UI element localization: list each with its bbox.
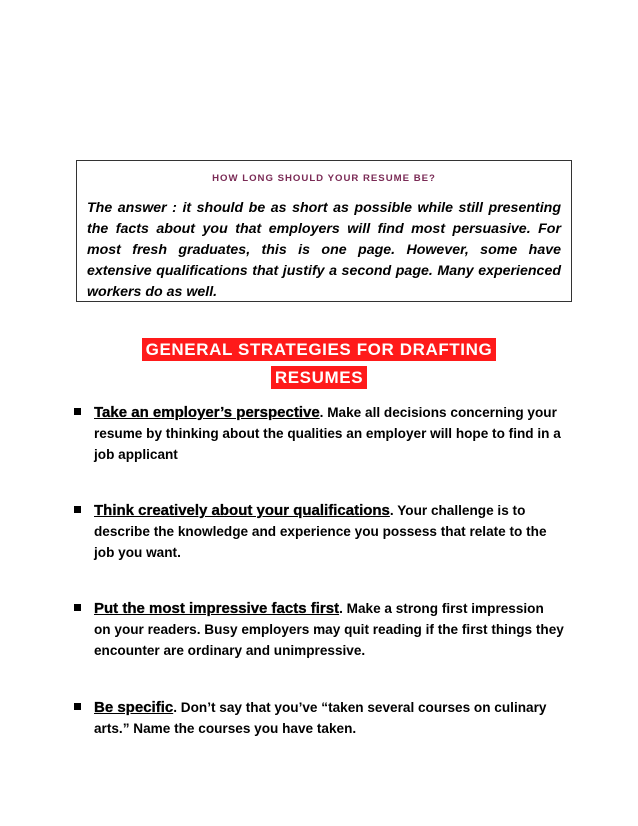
- strategy-title: Take an employer’s perspective: [94, 404, 320, 421]
- answer-box: [76, 160, 572, 302]
- strategy-item: [94, 500, 564, 563]
- bullet-icon: [74, 408, 81, 415]
- bullet-icon: [74, 506, 81, 513]
- box-title: HOW LONG SHOULD YOUR RESUME BE?: [212, 173, 436, 184]
- heading-band: RESUMES: [271, 366, 367, 389]
- strategy-item: [94, 402, 564, 465]
- box-body: The answer : it should be as short as possible while still presenting the facts about you that employers will find most persuasive. For most fresh graduates, this is one page. However, some have extensive qualifications that justify a second page. Many experienced workers do as well.: [87, 200, 561, 300]
- strategy-title: Think creatively about your qualifications: [94, 502, 390, 519]
- strategy-text: . Make a strong first impression on your readers. Busy employers may quit reading if the first things they encounter are ordinary and unimpressive.: [94, 601, 564, 658]
- strategies-heading-line1: [0, 336, 638, 363]
- strategy-title: Be specific: [94, 699, 174, 716]
- strategy-item: [94, 697, 564, 739]
- strategy-text: . Don’t say that you’ve “taken several courses on culinary arts.” Name the courses you have taken.: [94, 700, 547, 736]
- strategy-text: . Make all decisions concerning your resume by thinking about the qualities an employer will hope to find in a job applicant: [94, 405, 561, 462]
- strategy-text: . Your challenge is to describe the knowledge and experience you possess that relate to the job you want.: [94, 503, 547, 560]
- bullet-icon: [74, 604, 81, 611]
- bullet-icon: [74, 703, 81, 710]
- strategies-heading-line2: [0, 364, 638, 391]
- strategy-title: Put the most impressive facts first: [94, 600, 340, 617]
- heading-band: GENERAL STRATEGIES FOR DRAFTING: [142, 338, 497, 361]
- strategy-item: [94, 598, 564, 661]
